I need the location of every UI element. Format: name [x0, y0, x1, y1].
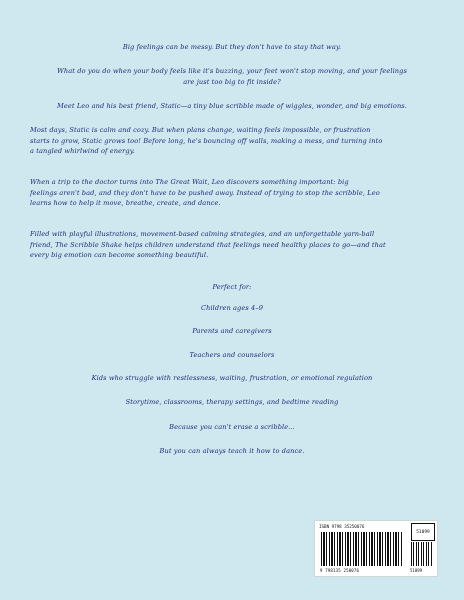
- closing-line-2: But you can always teach it how to dance.: [159, 447, 305, 455]
- intro-text-3: [30, 101, 434, 112]
- barcode-bars-main: [321, 532, 403, 566]
- intro-line: Big feelings can be messy. But they don't have to stay that way.: [122, 43, 342, 51]
- paragraph-line: Filled with playful illustrations, movement-based calming strategies, and an unforgettable yarn-ball: [30, 230, 375, 238]
- intro-line: Meet Leo and his best friend, Static—a tiny blue scribble made of wiggles, wonder, and big emotions.: [57, 102, 407, 110]
- intro-line: are just too big to fit inside?: [183, 77, 281, 86]
- description-paragraph-3: [30, 229, 434, 261]
- audience-item-2: Parents and caregivers: [192, 327, 272, 335]
- paragraph-line: feelings aren't bad, and they don't have to be pushed away. Instead of trying to stop the scribble, Leo: [30, 188, 380, 197]
- perfect-for-heading: Perfect for:: [212, 283, 252, 291]
- price-barcode-number: 51099: [410, 568, 423, 573]
- description-paragraph-1: [30, 125, 434, 157]
- paragraph-line: learns how to help it move, breathe, create, and dance.: [30, 199, 221, 208]
- paragraph-line: every big emotion can become something beautiful.: [30, 251, 209, 260]
- description-paragraph-2: [30, 177, 434, 209]
- paragraph-line: Most days, Static is calm and cozy. But when plans change, waiting feels impossible, or frustration: [30, 126, 371, 134]
- barcode-bars-price: [411, 542, 433, 566]
- audience-item-3: Teachers and counselors: [189, 351, 275, 359]
- isbn-barcode: [314, 520, 438, 577]
- paragraph-line: When a trip to the doctor turns into The Great Wait, Leo discovers something important: big: [30, 178, 349, 186]
- price-code: 51099: [416, 529, 430, 535]
- paragraph-line: starts to grow, Static grows too! Before long, he's bouncing off walls, making a mess, and turning into: [30, 136, 383, 145]
- intro-text-2: [30, 66, 434, 87]
- isbn-label: ISBN 9798 35250076: [319, 524, 365, 529]
- price-code-box: [411, 523, 435, 541]
- intro-text-1: [30, 42, 434, 53]
- closing-line-1: Because you can't erase a scribble...: [169, 423, 295, 431]
- paragraph-line: a tangled whirlwind of energy.: [30, 147, 135, 156]
- barcode-number: 9 798135 250076: [320, 568, 360, 573]
- audience-item-5: Storytime, classrooms, therapy settings, and bedtime reading: [125, 398, 339, 406]
- audience-item-4: Kids who struggle with restlessness, waiting, frustration, or emotional regulation: [91, 374, 373, 382]
- audience-item-1: Children ages 4–9: [200, 304, 264, 312]
- intro-line: What do you do when your body feels like it's buzzing, your feet won't stop moving, and your feelings: [57, 67, 407, 75]
- paragraph-line: friend, The Scribble Shake helps children understand that feelings need healthy places to go—and that: [30, 240, 386, 249]
